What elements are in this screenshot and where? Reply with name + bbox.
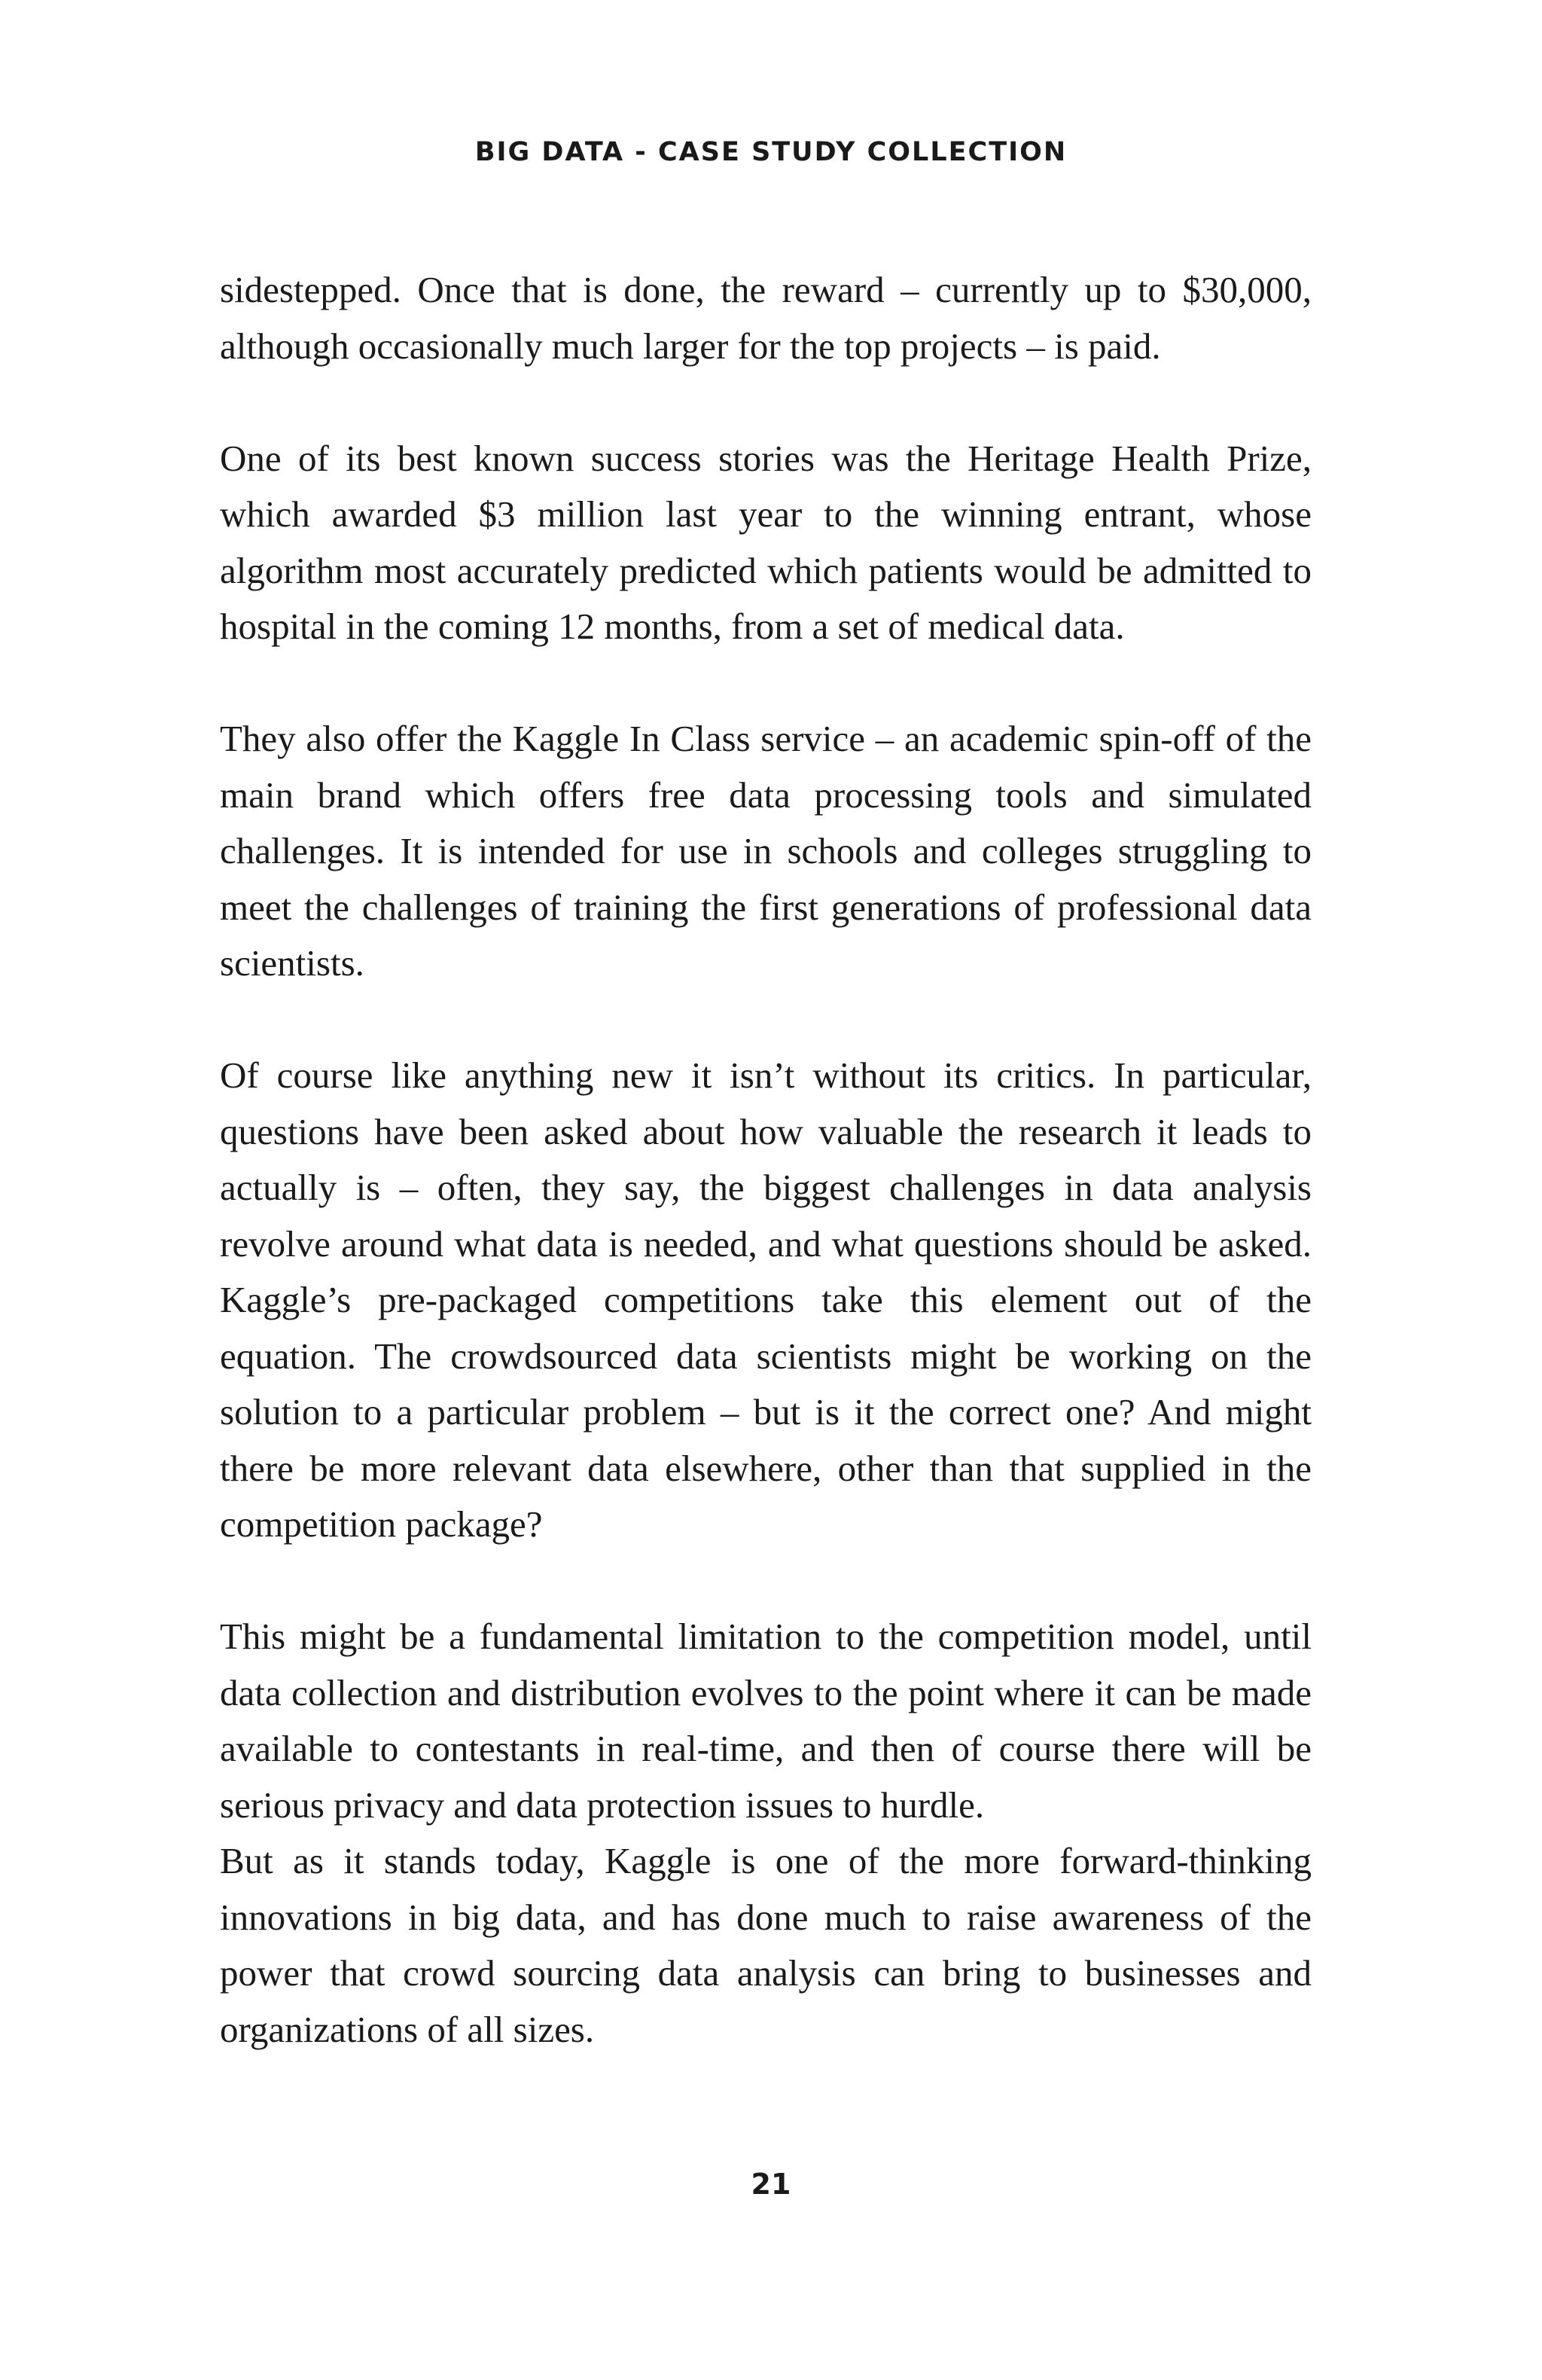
paragraph-reward: sidestepped. Once that is done, the reward – currently up to $30,000, although occasionally much larger for the top projects – is paid. (220, 269, 1312, 367)
paragraph-limitation: This might be a fundamental limitation to the competition model, until data collection and distribution evolves to the point where it can be made available to contestants in real-time, and then of course there will be serious privacy and data protection issues to hurdle. (220, 1616, 1312, 1826)
paragraph-conclusion: But as it stands today, Kaggle is one of the more forward-thinking innovations in big data, and has done much to raise awareness of the power that crowd sourcing data analysis can bring to businesses and organizations of all sizes. (220, 1840, 1312, 2050)
page-number: 21 (751, 2168, 791, 2201)
body-text (220, 262, 1312, 2114)
running-header: BIG DATA - CASE STUDY COLLECTION (474, 137, 1068, 167)
paragraph-heritage-health-prize: One of its best known success stories was the Heritage Health Prize, which awarded $3 million last year to the winning entrant, whose algorithm most accurately predicted which patients would be admitted to hospital in the coming 12 months, from a set of medical data. (220, 437, 1312, 647)
paragraph-critics: Of course like anything new it isn’t without its critics. In particular, questions have been asked about how valuable the research it leads to actually is – often, they say, the biggest challenges in data analysis revolve around what data is needed, and what questions should be asked. Kaggle’s pre-packaged competitions take this element out of the equation. The crowdsourced data scientists might be working on the solution to a particular problem – but is it the correct one? And might there be more relevant data elsewhere, other than that supplied in the competition package? (220, 1054, 1312, 1545)
paragraph-kaggle-in-class: They also offer the Kaggle In Class service – an academic spin-off of the main brand which offers free data processing tools and simulated challenges. It is intended for use in schools and colleges struggling to meet the challenges of training the first generations of professional data scientists. (220, 718, 1312, 984)
